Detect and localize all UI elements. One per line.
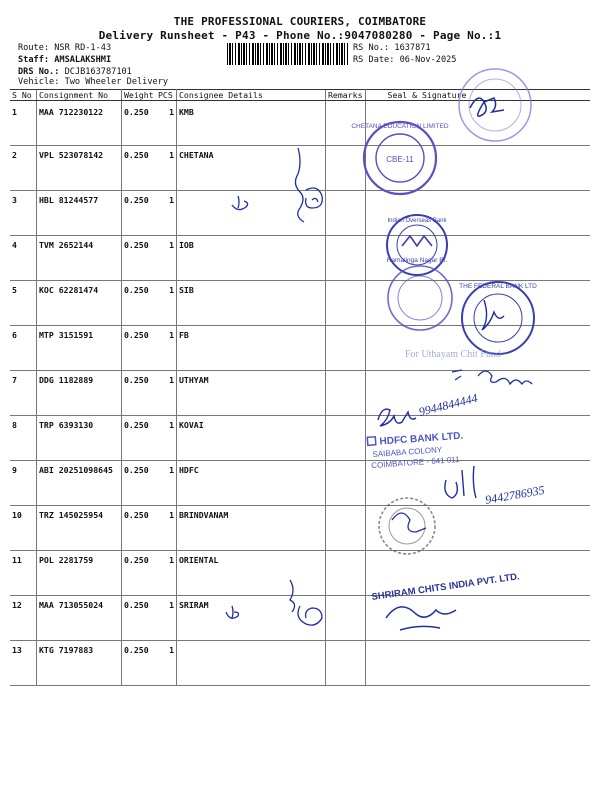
cell-seal <box>365 191 590 236</box>
cell-sno: 6 <box>10 326 37 371</box>
cell-details: CHETANA <box>177 146 326 191</box>
cell-seal <box>365 281 590 326</box>
table-row <box>10 191 590 236</box>
cell-sno: 10 <box>10 506 37 551</box>
cell-seal <box>365 101 590 146</box>
cell-sno: 2 <box>10 146 37 191</box>
route-label: Route: NSR RD-1-43 <box>18 43 112 53</box>
hdfc-stamp-city: COIMBATORE - 641 011 <box>370 454 460 471</box>
cell-remarks <box>326 326 366 371</box>
cell-details: BRINDVANAM <box>177 506 326 551</box>
cell-pcs: 1 <box>156 326 177 371</box>
drs-value: DCJB163787101 <box>64 67 132 77</box>
cell-sno: 7 <box>10 371 37 416</box>
barcode <box>227 43 349 65</box>
cell-sno: 13 <box>10 641 37 686</box>
cell-seal <box>365 551 590 596</box>
cell-pcs: 1 <box>156 551 177 596</box>
cell-details: SIB <box>177 281 326 326</box>
table-row <box>10 461 590 506</box>
cell-sno: 5 <box>10 281 37 326</box>
cell-weight: 0.250 <box>122 596 157 641</box>
header-weight: Weight <box>122 90 157 101</box>
cell-weight: 0.250 <box>122 461 157 506</box>
table-row <box>10 146 590 191</box>
cell-seal <box>365 461 590 506</box>
cell-pcs: 1 <box>156 596 177 641</box>
uthayam-stamp: For Uthayam Chit Fund <box>405 349 501 360</box>
runsheet-subtitle: Delivery Runsheet - P43 - Phone No.:9047080280 - Page No.:1 <box>98 29 502 42</box>
cell-details: ORIENTAL <box>177 551 326 596</box>
cell-weight: 0.250 <box>122 551 157 596</box>
table-row <box>10 551 590 596</box>
company-title: THE PROFESSIONAL COURIERS, COIMBATORE <box>173 15 427 28</box>
header-details: Consignee Details <box>177 90 326 101</box>
chetana-stamp-center: CBE-11 <box>386 155 414 164</box>
cell-weight: 0.250 <box>122 281 157 326</box>
cell-consignment: POL 2281759 <box>37 551 122 596</box>
cell-remarks <box>326 596 366 641</box>
cell-consignment: DDG 1182889 <box>37 371 122 416</box>
cell-consignment: MAA 713055024 <box>37 596 122 641</box>
header-remarks: Remarks <box>326 90 366 101</box>
cell-consignment: VPL 523078142 <box>37 146 122 191</box>
cell-remarks <box>326 551 366 596</box>
iob-stamp-arc: Indian Overseas Bank <box>387 218 447 224</box>
cell-remarks <box>326 461 366 506</box>
cell-weight: 0.250 <box>122 146 157 191</box>
cell-seal <box>365 236 590 281</box>
iob-stamp-branch: Ramalinga Nagar Br. <box>386 257 448 264</box>
cell-seal <box>365 146 590 191</box>
cell-weight: 0.250 <box>122 236 157 281</box>
cell-consignment: HBL 81244577 <box>37 191 122 236</box>
phone-row8: 9944844444 <box>417 390 479 419</box>
cell-details: FB <box>177 326 326 371</box>
cell-remarks <box>326 506 366 551</box>
cell-remarks <box>326 641 366 686</box>
cell-details: KOVAI <box>177 416 326 461</box>
cell-consignment: ABI 20251098645 <box>37 461 122 506</box>
cell-weight: 0.250 <box>122 326 157 371</box>
cell-sno: 9 <box>10 461 37 506</box>
cell-remarks <box>326 191 366 236</box>
cell-details: UTHYAM <box>177 371 326 416</box>
cell-pcs: 1 <box>156 641 177 686</box>
cell-pcs: 1 <box>156 191 177 236</box>
cell-pcs: 1 <box>156 461 177 506</box>
cell-sno: 12 <box>10 596 37 641</box>
cell-pcs: 1 <box>156 371 177 416</box>
cell-remarks <box>326 101 366 146</box>
cell-seal <box>365 641 590 686</box>
rs-number: RS No.: 1637871 <box>353 43 431 53</box>
cell-seal <box>365 596 590 641</box>
cell-sno: 1 <box>10 101 37 146</box>
cell-consignment: MAA 712230122 <box>37 101 122 146</box>
cell-sno: 8 <box>10 416 37 461</box>
cell-seal <box>365 371 590 416</box>
cell-consignment: MTP 3151591 <box>37 326 122 371</box>
cell-seal <box>365 506 590 551</box>
cell-weight: 0.250 <box>122 506 157 551</box>
federal-stamp-arc: THE FEDERAL BANK LTD <box>459 283 537 290</box>
cell-consignment: TRP 6393130 <box>37 416 122 461</box>
cell-pcs: 1 <box>156 281 177 326</box>
cell-pcs: 1 <box>156 236 177 281</box>
table-row <box>10 281 590 326</box>
hdfc-stamp-branch: SAIBABA COLONY <box>372 445 443 459</box>
cell-pcs: 1 <box>156 506 177 551</box>
cell-details: HDFC <box>177 461 326 506</box>
cell-weight: 0.250 <box>122 416 157 461</box>
drs-label: DRS No.: <box>18 67 60 77</box>
cell-details <box>177 641 326 686</box>
cell-remarks <box>326 146 366 191</box>
cell-consignment: KOC 62281474 <box>37 281 122 326</box>
table-row <box>10 416 590 461</box>
cell-details <box>177 191 326 236</box>
cell-weight: 0.250 <box>122 101 157 146</box>
cell-sno: 4 <box>10 236 37 281</box>
staff-label: Staff: AMSALAKSHMI <box>18 55 112 65</box>
cell-sno: 3 <box>10 191 37 236</box>
cell-remarks <box>326 236 366 281</box>
cell-weight: 0.250 <box>122 641 157 686</box>
sriram-stamp: SHRIRAM CHITS INDIA PVT. LTD. <box>370 571 521 603</box>
chetana-stamp-arc: CHETANA EDUCATION LIMITED <box>351 123 449 130</box>
cell-weight: 0.250 <box>122 191 157 236</box>
cell-remarks <box>326 371 366 416</box>
header-consignment: Consignment No <box>37 90 122 101</box>
cell-weight: 0.250 <box>122 371 157 416</box>
hdfc-stamp-name: HDFC BANK LTD. <box>379 430 464 448</box>
cell-details: IOB <box>177 236 326 281</box>
header-seal: Seal & Signature <box>365 90 590 101</box>
rs-date: RS Date: 06-Nov-2025 <box>353 55 457 65</box>
cell-sno: 11 <box>10 551 37 596</box>
cell-pcs: 1 <box>156 416 177 461</box>
table-row <box>10 641 590 686</box>
table-row <box>10 371 590 416</box>
header-sno: S No <box>10 90 37 101</box>
cell-seal <box>365 416 590 461</box>
cell-details: SRIRAM <box>177 596 326 641</box>
table-row <box>10 101 590 146</box>
table-row <box>10 326 590 371</box>
cell-pcs: 1 <box>156 101 177 146</box>
cell-details: KMB <box>177 101 326 146</box>
drs-number <box>18 67 132 77</box>
cell-consignment: TVM 2652144 <box>37 236 122 281</box>
cell-pcs: 1 <box>156 146 177 191</box>
header-pcs: PCS <box>156 90 177 101</box>
phone-row10: 9442786935 <box>484 482 546 507</box>
table-row <box>10 596 590 641</box>
table-row <box>10 236 590 281</box>
cell-seal <box>365 326 590 371</box>
table-header-row <box>10 90 590 101</box>
vehicle-label: Vehicle: Two Wheeler Delivery <box>18 77 169 87</box>
runsheet-table <box>10 89 590 686</box>
cell-remarks <box>326 416 366 461</box>
cell-consignment: TRZ 145025954 <box>37 506 122 551</box>
cell-consignment: KTG 7197883 <box>37 641 122 686</box>
table-row <box>10 506 590 551</box>
cell-remarks <box>326 281 366 326</box>
